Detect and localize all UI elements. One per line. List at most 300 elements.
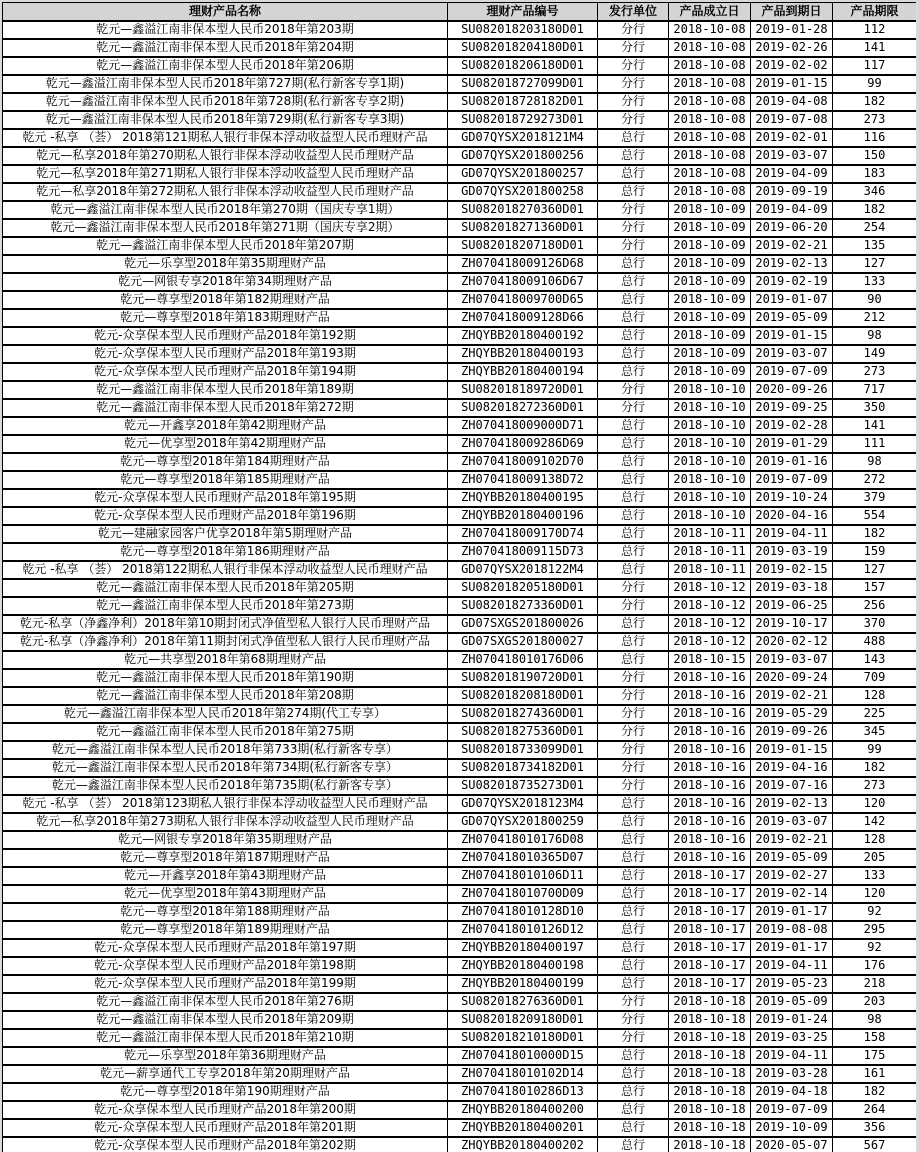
- cell-term-days[interactable]: 554: [833, 507, 917, 525]
- column-header-term-days[interactable]: 产品期限: [833, 3, 917, 21]
- cell-issuing-unit[interactable]: 总行: [598, 417, 669, 435]
- cell-product-code[interactable]: ZH070418010126D12: [448, 921, 598, 939]
- cell-product-name[interactable]: 乾元—尊享型2018年第186期理财产品: [3, 543, 448, 561]
- cell-issuing-unit[interactable]: 分行: [598, 597, 669, 615]
- cell-term-days[interactable]: 142: [833, 813, 917, 831]
- cell-start-date[interactable]: 2018-10-08: [669, 21, 751, 39]
- cell-issuing-unit[interactable]: 分行: [598, 723, 669, 741]
- cell-issuing-unit[interactable]: 分行: [598, 669, 669, 687]
- cell-product-name[interactable]: 乾元—网银专享2018年第35期理财产品: [3, 831, 448, 849]
- cell-product-code[interactable]: SU082018206180D01: [448, 57, 598, 75]
- cell-issuing-unit[interactable]: 总行: [598, 795, 669, 813]
- cell-start-date[interactable]: 2018-10-08: [669, 39, 751, 57]
- cell-issuing-unit[interactable]: 总行: [598, 489, 669, 507]
- cell-product-name[interactable]: 乾元—开鑫享2018年第42期理财产品: [3, 417, 448, 435]
- cell-issuing-unit[interactable]: 总行: [598, 813, 669, 831]
- cell-product-name[interactable]: 乾元—鑫溢江南非保本型人民币2018年第276期: [3, 993, 448, 1011]
- cell-maturity-date[interactable]: 2019-05-29: [751, 705, 833, 723]
- cell-start-date[interactable]: 2018-10-08: [669, 93, 751, 111]
- cell-maturity-date[interactable]: 2019-08-08: [751, 921, 833, 939]
- cell-start-date[interactable]: 2018-10-10: [669, 507, 751, 525]
- cell-product-name[interactable]: 乾元—鑫溢江南非保本型人民币2018年第729期(私行新客专享3期): [3, 111, 448, 129]
- cell-issuing-unit[interactable]: 总行: [598, 1137, 669, 1152]
- cell-product-name[interactable]: 乾元—鑫溢江南非保本型人民币2018年第205期: [3, 579, 448, 597]
- cell-maturity-date[interactable]: 2019-02-14: [751, 885, 833, 903]
- cell-product-code[interactable]: SU082018729273D01: [448, 111, 598, 129]
- cell-term-days[interactable]: 254: [833, 219, 917, 237]
- cell-issuing-unit[interactable]: 总行: [598, 129, 669, 147]
- cell-term-days[interactable]: 183: [833, 165, 917, 183]
- cell-product-code[interactable]: ZHQYBB20180400192: [448, 327, 598, 345]
- cell-issuing-unit[interactable]: 分行: [598, 705, 669, 723]
- cell-issuing-unit[interactable]: 分行: [598, 39, 669, 57]
- cell-term-days[interactable]: 127: [833, 561, 917, 579]
- cell-issuing-unit[interactable]: 总行: [598, 885, 669, 903]
- cell-issuing-unit[interactable]: 总行: [598, 831, 669, 849]
- cell-term-days[interactable]: 120: [833, 885, 917, 903]
- cell-product-name[interactable]: 乾元 -私享 （荟） 2018第122期私人银行非保本浮动收益型人民币理财产品: [3, 561, 448, 579]
- cell-product-name[interactable]: 乾元—建融家园客户优享2018年第5期理财产品: [3, 525, 448, 543]
- cell-product-name[interactable]: 乾元—私享2018年第272期私人银行非保本浮动收益型人民币理财产品: [3, 183, 448, 201]
- cell-product-name[interactable]: 乾元—鑫溢江南非保本型人民币2018年第208期: [3, 687, 448, 705]
- cell-product-name[interactable]: 乾元—尊享型2018年第184期理财产品: [3, 453, 448, 471]
- cell-term-days[interactable]: 272: [833, 471, 917, 489]
- cell-maturity-date[interactable]: 2019-01-17: [751, 903, 833, 921]
- cell-term-days[interactable]: 273: [833, 777, 917, 795]
- cell-term-days[interactable]: 98: [833, 327, 917, 345]
- cell-maturity-date[interactable]: 2019-07-09: [751, 363, 833, 381]
- cell-product-code[interactable]: GD07QYSX2018123M4: [448, 795, 598, 813]
- cell-term-days[interactable]: 205: [833, 849, 917, 867]
- column-header-start-date[interactable]: 产品成立日: [669, 3, 751, 21]
- column-header-product-name[interactable]: 理财产品名称: [3, 3, 448, 21]
- cell-product-name[interactable]: 乾元—鑫溢江南非保本型人民币2018年第204期: [3, 39, 448, 57]
- cell-product-code[interactable]: ZH070418009700D65: [448, 291, 598, 309]
- cell-term-days[interactable]: 135: [833, 237, 917, 255]
- cell-product-name[interactable]: 乾元—私享2018年第273期私人银行非保本浮动收益型人民币理财产品: [3, 813, 448, 831]
- cell-product-name[interactable]: 乾元-众享保本型人民币理财产品2018年第193期: [3, 345, 448, 363]
- cell-product-code[interactable]: ZH070418009106D67: [448, 273, 598, 291]
- cell-issuing-unit[interactable]: 分行: [598, 93, 669, 111]
- cell-product-code[interactable]: ZH070418010365D07: [448, 849, 598, 867]
- cell-issuing-unit[interactable]: 分行: [598, 111, 669, 129]
- cell-issuing-unit[interactable]: 总行: [598, 1083, 669, 1101]
- cell-product-code[interactable]: ZH070418009102D70: [448, 453, 598, 471]
- cell-product-name[interactable]: 乾元—鑫溢江南非保本型人民币2018年第735期(私行新客专享）: [3, 777, 448, 795]
- cell-product-code[interactable]: ZHQYBB20180400201: [448, 1119, 598, 1137]
- cell-term-days[interactable]: 370: [833, 615, 917, 633]
- cell-term-days[interactable]: 567: [833, 1137, 917, 1152]
- cell-term-days[interactable]: 111: [833, 435, 917, 453]
- cell-product-name[interactable]: 乾元—乐享型2018年第35期理财产品: [3, 255, 448, 273]
- cell-start-date[interactable]: 2018-10-08: [669, 183, 751, 201]
- cell-maturity-date[interactable]: 2019-04-09: [751, 201, 833, 219]
- cell-start-date[interactable]: 2018-10-17: [669, 939, 751, 957]
- cell-product-name[interactable]: 乾元—尊享型2018年第182期理财产品: [3, 291, 448, 309]
- cell-issuing-unit[interactable]: 总行: [598, 1047, 669, 1065]
- cell-product-code[interactable]: ZHQYBB20180400202: [448, 1137, 598, 1152]
- cell-maturity-date[interactable]: 2019-04-16: [751, 759, 833, 777]
- cell-maturity-date[interactable]: 2019-06-20: [751, 219, 833, 237]
- cell-term-days[interactable]: 133: [833, 867, 917, 885]
- cell-product-name[interactable]: 乾元—网银专享2018年第34期理财产品: [3, 273, 448, 291]
- cell-product-code[interactable]: GD07QYSX2018122M4: [448, 561, 598, 579]
- cell-product-code[interactable]: GD07QYSX2018121M4: [448, 129, 598, 147]
- cell-start-date[interactable]: 2018-10-17: [669, 957, 751, 975]
- cell-term-days[interactable]: 203: [833, 993, 917, 1011]
- cell-product-code[interactable]: SU082018271360D01: [448, 219, 598, 237]
- cell-maturity-date[interactable]: 2019-01-29: [751, 435, 833, 453]
- cell-product-code[interactable]: ZHQYBB20180400199: [448, 975, 598, 993]
- cell-term-days[interactable]: 143: [833, 651, 917, 669]
- cell-start-date[interactable]: 2018-10-10: [669, 471, 751, 489]
- cell-product-code[interactable]: GD07QYSX201800258: [448, 183, 598, 201]
- cell-maturity-date[interactable]: 2019-05-23: [751, 975, 833, 993]
- cell-start-date[interactable]: 2018-10-18: [669, 1119, 751, 1137]
- cell-issuing-unit[interactable]: 总行: [598, 903, 669, 921]
- cell-maturity-date[interactable]: 2019-03-19: [751, 543, 833, 561]
- cell-product-code[interactable]: ZH070418010176D08: [448, 831, 598, 849]
- cell-term-days[interactable]: 176: [833, 957, 917, 975]
- cell-issuing-unit[interactable]: 分行: [598, 219, 669, 237]
- cell-maturity-date[interactable]: 2019-04-09: [751, 165, 833, 183]
- cell-term-days[interactable]: 149: [833, 345, 917, 363]
- cell-product-name[interactable]: 乾元—优享型2018年第42期理财产品: [3, 435, 448, 453]
- cell-product-name[interactable]: 乾元—鑫溢江南非保本型人民币2018年第274期(代工专享）: [3, 705, 448, 723]
- cell-product-code[interactable]: ZHQYBB20180400198: [448, 957, 598, 975]
- cell-maturity-date[interactable]: 2019-05-09: [751, 993, 833, 1011]
- cell-start-date[interactable]: 2018-10-16: [669, 795, 751, 813]
- cell-issuing-unit[interactable]: 总行: [598, 849, 669, 867]
- cell-maturity-date[interactable]: 2019-09-26: [751, 723, 833, 741]
- cell-term-days[interactable]: 175: [833, 1047, 917, 1065]
- cell-maturity-date[interactable]: 2019-07-09: [751, 1101, 833, 1119]
- cell-product-code[interactable]: SU082018275360D01: [448, 723, 598, 741]
- cell-product-code[interactable]: ZHQYBB20180400195: [448, 489, 598, 507]
- cell-product-name[interactable]: 乾元—鑫溢江南非保本型人民币2018年第203期: [3, 21, 448, 39]
- cell-product-name[interactable]: 乾元-众享保本型人民币理财产品2018年第195期: [3, 489, 448, 507]
- cell-start-date[interactable]: 2018-10-18: [669, 1065, 751, 1083]
- cell-start-date[interactable]: 2018-10-10: [669, 381, 751, 399]
- cell-start-date[interactable]: 2018-10-09: [669, 309, 751, 327]
- cell-product-name[interactable]: 乾元—鑫溢江南非保本型人民币2018年第210期: [3, 1029, 448, 1047]
- cell-issuing-unit[interactable]: 总行: [598, 525, 669, 543]
- cell-maturity-date[interactable]: 2020-09-26: [751, 381, 833, 399]
- cell-term-days[interactable]: 256: [833, 597, 917, 615]
- cell-product-code[interactable]: SU082018733099D01: [448, 741, 598, 759]
- cell-product-name[interactable]: 乾元—鑫溢江南非保本型人民币2018年第275期: [3, 723, 448, 741]
- cell-issuing-unit[interactable]: 总行: [598, 363, 669, 381]
- cell-product-name[interactable]: 乾元—鑫溢江南非保本型人民币2018年第189期: [3, 381, 448, 399]
- cell-product-name[interactable]: 乾元—尊享型2018年第183期理财产品: [3, 309, 448, 327]
- cell-start-date[interactable]: 2018-10-08: [669, 165, 751, 183]
- cell-product-name[interactable]: 乾元—鑫溢江南非保本型人民币2018年第270期（国庆专享1期）: [3, 201, 448, 219]
- cell-product-name[interactable]: 乾元—乐享型2018年第36期理财产品: [3, 1047, 448, 1065]
- cell-start-date[interactable]: 2018-10-08: [669, 129, 751, 147]
- cell-product-code[interactable]: SU082018210180D01: [448, 1029, 598, 1047]
- cell-maturity-date[interactable]: 2019-01-15: [751, 741, 833, 759]
- cell-issuing-unit[interactable]: 总行: [598, 543, 669, 561]
- cell-maturity-date[interactable]: 2019-06-25: [751, 597, 833, 615]
- cell-start-date[interactable]: 2018-10-18: [669, 1101, 751, 1119]
- cell-start-date[interactable]: 2018-10-09: [669, 219, 751, 237]
- cell-product-name[interactable]: 乾元—鑫溢江南非保本型人民币2018年第190期: [3, 669, 448, 687]
- cell-issuing-unit[interactable]: 分行: [598, 777, 669, 795]
- cell-product-name[interactable]: 乾元-众享保本型人民币理财产品2018年第199期: [3, 975, 448, 993]
- cell-issuing-unit[interactable]: 分行: [598, 21, 669, 39]
- cell-product-code[interactable]: SU082018272360D01: [448, 399, 598, 417]
- cell-term-days[interactable]: 98: [833, 453, 917, 471]
- cell-start-date[interactable]: 2018-10-18: [669, 1011, 751, 1029]
- cell-issuing-unit[interactable]: 总行: [598, 309, 669, 327]
- cell-maturity-date[interactable]: 2019-02-01: [751, 129, 833, 147]
- cell-start-date[interactable]: 2018-10-09: [669, 201, 751, 219]
- cell-maturity-date[interactable]: 2019-07-09: [751, 471, 833, 489]
- cell-maturity-date[interactable]: 2019-09-25: [751, 399, 833, 417]
- cell-maturity-date[interactable]: 2019-10-17: [751, 615, 833, 633]
- cell-maturity-date[interactable]: 2019-02-02: [751, 57, 833, 75]
- cell-start-date[interactable]: 2018-10-16: [669, 849, 751, 867]
- cell-term-days[interactable]: 273: [833, 363, 917, 381]
- cell-term-days[interactable]: 141: [833, 417, 917, 435]
- cell-product-name[interactable]: 乾元—优享型2018年第43期理财产品: [3, 885, 448, 903]
- cell-issuing-unit[interactable]: 总行: [598, 165, 669, 183]
- cell-issuing-unit[interactable]: 总行: [598, 147, 669, 165]
- cell-maturity-date[interactable]: 2019-05-09: [751, 849, 833, 867]
- cell-issuing-unit[interactable]: 总行: [598, 867, 669, 885]
- cell-maturity-date[interactable]: 2019-02-13: [751, 255, 833, 273]
- cell-maturity-date[interactable]: 2019-10-24: [751, 489, 833, 507]
- cell-term-days[interactable]: 182: [833, 759, 917, 777]
- cell-maturity-date[interactable]: 2019-04-11: [751, 957, 833, 975]
- cell-product-name[interactable]: 乾元-众享保本型人民币理财产品2018年第201期: [3, 1119, 448, 1137]
- cell-term-days[interactable]: 225: [833, 705, 917, 723]
- cell-term-days[interactable]: 127: [833, 255, 917, 273]
- cell-product-name[interactable]: 乾元—鑫溢江南非保本型人民币2018年第207期: [3, 237, 448, 255]
- cell-product-code[interactable]: ZH070418009170D74: [448, 525, 598, 543]
- cell-product-name[interactable]: 乾元—薪享通代工专享2018年第20期理财产品: [3, 1065, 448, 1083]
- cell-product-code[interactable]: ZH070418010000D15: [448, 1047, 598, 1065]
- cell-maturity-date[interactable]: 2019-03-07: [751, 651, 833, 669]
- cell-term-days[interactable]: 159: [833, 543, 917, 561]
- cell-product-name[interactable]: 乾元-私享（净鑫净利）2018年第11期封闭式净值型私人银行人民币理财产品: [3, 633, 448, 651]
- cell-start-date[interactable]: 2018-10-18: [669, 1137, 751, 1152]
- cell-term-days[interactable]: 112: [833, 21, 917, 39]
- column-header-issuing-unit[interactable]: 发行单位: [598, 3, 669, 21]
- cell-start-date[interactable]: 2018-10-10: [669, 435, 751, 453]
- cell-maturity-date[interactable]: 2019-03-25: [751, 1029, 833, 1047]
- cell-issuing-unit[interactable]: 分行: [598, 75, 669, 93]
- cell-issuing-unit[interactable]: 分行: [598, 201, 669, 219]
- cell-start-date[interactable]: 2018-10-17: [669, 921, 751, 939]
- cell-maturity-date[interactable]: 2019-04-08: [751, 93, 833, 111]
- cell-product-name[interactable]: 乾元—鑫溢江南非保本型人民币2018年第728期(私行新客专享2期): [3, 93, 448, 111]
- cell-issuing-unit[interactable]: 分行: [598, 993, 669, 1011]
- cell-term-days[interactable]: 141: [833, 39, 917, 57]
- cell-maturity-date[interactable]: 2019-05-09: [751, 309, 833, 327]
- cell-term-days[interactable]: 90: [833, 291, 917, 309]
- cell-maturity-date[interactable]: 2019-01-07: [751, 291, 833, 309]
- cell-product-name[interactable]: 乾元—尊享型2018年第188期理财产品: [3, 903, 448, 921]
- cell-maturity-date[interactable]: 2020-04-16: [751, 507, 833, 525]
- cell-term-days[interactable]: 273: [833, 111, 917, 129]
- cell-start-date[interactable]: 2018-10-10: [669, 489, 751, 507]
- cell-product-code[interactable]: ZHQYBB20180400193: [448, 345, 598, 363]
- cell-issuing-unit[interactable]: 总行: [598, 1065, 669, 1083]
- cell-product-code[interactable]: SU082018276360D01: [448, 993, 598, 1011]
- cell-product-code[interactable]: SU082018204180D01: [448, 39, 598, 57]
- cell-term-days[interactable]: 99: [833, 75, 917, 93]
- cell-start-date[interactable]: 2018-10-09: [669, 363, 751, 381]
- cell-product-name[interactable]: 乾元—尊享型2018年第187期理财产品: [3, 849, 448, 867]
- cell-start-date[interactable]: 2018-10-17: [669, 885, 751, 903]
- cell-issuing-unit[interactable]: 总行: [598, 471, 669, 489]
- cell-product-code[interactable]: SU082018203180D01: [448, 21, 598, 39]
- cell-product-name[interactable]: 乾元—鑫溢江南非保本型人民币2018年第271期（国庆专享2期）: [3, 219, 448, 237]
- cell-start-date[interactable]: 2018-10-18: [669, 1029, 751, 1047]
- cell-product-name[interactable]: 乾元—鑫溢江南非保本型人民币2018年第733期(私行新客专享）: [3, 741, 448, 759]
- cell-term-days[interactable]: 99: [833, 741, 917, 759]
- cell-maturity-date[interactable]: 2020-09-24: [751, 669, 833, 687]
- cell-product-code[interactable]: ZH070418009128D66: [448, 309, 598, 327]
- cell-maturity-date[interactable]: 2019-02-21: [751, 831, 833, 849]
- cell-product-name[interactable]: 乾元—共享型2018年第68期理财产品: [3, 651, 448, 669]
- cell-product-code[interactable]: ZH070418009126D68: [448, 255, 598, 273]
- cell-product-name[interactable]: 乾元-众享保本型人民币理财产品2018年第198期: [3, 957, 448, 975]
- cell-maturity-date[interactable]: 2019-04-18: [751, 1083, 833, 1101]
- cell-start-date[interactable]: 2018-10-11: [669, 561, 751, 579]
- cell-term-days[interactable]: 709: [833, 669, 917, 687]
- cell-term-days[interactable]: 379: [833, 489, 917, 507]
- cell-product-name[interactable]: 乾元 -私享 （荟） 2018第123期私人银行非保本浮动收益型人民币理财产品: [3, 795, 448, 813]
- cell-start-date[interactable]: 2018-10-18: [669, 1083, 751, 1101]
- cell-issuing-unit[interactable]: 总行: [598, 561, 669, 579]
- cell-term-days[interactable]: 157: [833, 579, 917, 597]
- cell-maturity-date[interactable]: 2019-03-07: [751, 147, 833, 165]
- cell-product-code[interactable]: ZH070418010102D14: [448, 1065, 598, 1083]
- cell-start-date[interactable]: 2018-10-15: [669, 651, 751, 669]
- cell-product-name[interactable]: 乾元—开鑫享2018年第43期理财产品: [3, 867, 448, 885]
- cell-term-days[interactable]: 350: [833, 399, 917, 417]
- cell-product-name[interactable]: 乾元-众享保本型人民币理财产品2018年第202期: [3, 1137, 448, 1152]
- cell-start-date[interactable]: 2018-10-09: [669, 291, 751, 309]
- cell-maturity-date[interactable]: 2019-02-28: [751, 417, 833, 435]
- cell-product-name[interactable]: 乾元-众享保本型人民币理财产品2018年第194期: [3, 363, 448, 381]
- cell-product-code[interactable]: SU082018734182D01: [448, 759, 598, 777]
- cell-maturity-date[interactable]: 2019-04-11: [751, 525, 833, 543]
- cell-issuing-unit[interactable]: 分行: [598, 1029, 669, 1047]
- cell-issuing-unit[interactable]: 总行: [598, 651, 669, 669]
- cell-issuing-unit[interactable]: 分行: [598, 759, 669, 777]
- cell-maturity-date[interactable]: 2019-01-24: [751, 1011, 833, 1029]
- cell-term-days[interactable]: 212: [833, 309, 917, 327]
- cell-start-date[interactable]: 2018-10-10: [669, 417, 751, 435]
- cell-start-date[interactable]: 2018-10-17: [669, 867, 751, 885]
- cell-issuing-unit[interactable]: 分行: [598, 399, 669, 417]
- cell-start-date[interactable]: 2018-10-16: [669, 813, 751, 831]
- cell-issuing-unit[interactable]: 总行: [598, 183, 669, 201]
- cell-product-name[interactable]: 乾元—鑫溢江南非保本型人民币2018年第206期: [3, 57, 448, 75]
- cell-start-date[interactable]: 2018-10-16: [669, 741, 751, 759]
- cell-product-code[interactable]: ZH070418009115D73: [448, 543, 598, 561]
- cell-product-code[interactable]: GD07SXGS201800027: [448, 633, 598, 651]
- cell-maturity-date[interactable]: 2020-05-07: [751, 1137, 833, 1152]
- cell-term-days[interactable]: 158: [833, 1029, 917, 1047]
- cell-start-date[interactable]: 2018-10-17: [669, 975, 751, 993]
- cell-product-name[interactable]: 乾元—鑫溢江南非保本型人民币2018年第272期: [3, 399, 448, 417]
- cell-product-code[interactable]: ZH070418010128D10: [448, 903, 598, 921]
- cell-term-days[interactable]: 128: [833, 687, 917, 705]
- cell-term-days[interactable]: 218: [833, 975, 917, 993]
- cell-product-name[interactable]: 乾元-众享保本型人民币理财产品2018年第192期: [3, 327, 448, 345]
- cell-issuing-unit[interactable]: 总行: [598, 327, 669, 345]
- cell-start-date[interactable]: 2018-10-11: [669, 525, 751, 543]
- cell-maturity-date[interactable]: 2019-07-16: [751, 777, 833, 795]
- cell-term-days[interactable]: 117: [833, 57, 917, 75]
- cell-product-name[interactable]: 乾元 -私享 （荟） 2018第121期私人银行非保本浮动收益型人民币理财产品: [3, 129, 448, 147]
- cell-product-code[interactable]: SU082018205180D01: [448, 579, 598, 597]
- cell-issuing-unit[interactable]: 总行: [598, 453, 669, 471]
- cell-issuing-unit[interactable]: 总行: [598, 1101, 669, 1119]
- cell-start-date[interactable]: 2018-10-09: [669, 327, 751, 345]
- cell-product-name[interactable]: 乾元—鑫溢江南非保本型人民币2018年第734期(私行新客专享）: [3, 759, 448, 777]
- cell-maturity-date[interactable]: 2019-02-15: [751, 561, 833, 579]
- cell-issuing-unit[interactable]: 总行: [598, 345, 669, 363]
- cell-start-date[interactable]: 2018-10-16: [669, 669, 751, 687]
- cell-start-date[interactable]: 2018-10-16: [669, 759, 751, 777]
- cell-start-date[interactable]: 2018-10-09: [669, 273, 751, 291]
- cell-start-date[interactable]: 2018-10-16: [669, 687, 751, 705]
- cell-issuing-unit[interactable]: 分行: [598, 57, 669, 75]
- cell-maturity-date[interactable]: 2019-01-17: [751, 939, 833, 957]
- cell-maturity-date[interactable]: 2019-01-16: [751, 453, 833, 471]
- cell-maturity-date[interactable]: 2020-02-12: [751, 633, 833, 651]
- cell-product-name[interactable]: 乾元—尊享型2018年第189期理财产品: [3, 921, 448, 939]
- cell-start-date[interactable]: 2018-10-11: [669, 543, 751, 561]
- cell-issuing-unit[interactable]: 总行: [598, 939, 669, 957]
- cell-product-code[interactable]: SU082018274360D01: [448, 705, 598, 723]
- cell-product-code[interactable]: SU082018189720D01: [448, 381, 598, 399]
- cell-maturity-date[interactable]: 2019-10-09: [751, 1119, 833, 1137]
- cell-term-days[interactable]: 116: [833, 129, 917, 147]
- cell-product-code[interactable]: SU082018728182D01: [448, 93, 598, 111]
- cell-start-date[interactable]: 2018-10-16: [669, 705, 751, 723]
- cell-product-name[interactable]: 乾元-众享保本型人民币理财产品2018年第196期: [3, 507, 448, 525]
- cell-term-days[interactable]: 92: [833, 903, 917, 921]
- cell-maturity-date[interactable]: 2019-03-07: [751, 345, 833, 363]
- cell-issuing-unit[interactable]: 总行: [598, 1119, 669, 1137]
- cell-product-name[interactable]: 乾元-众享保本型人民币理财产品2018年第197期: [3, 939, 448, 957]
- cell-issuing-unit[interactable]: 总行: [598, 507, 669, 525]
- cell-product-code[interactable]: ZH070418009286D69: [448, 435, 598, 453]
- cell-issuing-unit[interactable]: 分行: [598, 741, 669, 759]
- cell-start-date[interactable]: 2018-10-12: [669, 597, 751, 615]
- cell-term-days[interactable]: 295: [833, 921, 917, 939]
- cell-term-days[interactable]: 346: [833, 183, 917, 201]
- cell-maturity-date[interactable]: 2019-02-19: [751, 273, 833, 291]
- cell-term-days[interactable]: 356: [833, 1119, 917, 1137]
- cell-start-date[interactable]: 2018-10-16: [669, 831, 751, 849]
- cell-term-days[interactable]: 133: [833, 273, 917, 291]
- cell-product-code[interactable]: SU082018270360D01: [448, 201, 598, 219]
- cell-product-code[interactable]: ZH070418009000D71: [448, 417, 598, 435]
- cell-maturity-date[interactable]: 2019-02-21: [751, 237, 833, 255]
- cell-term-days[interactable]: 128: [833, 831, 917, 849]
- cell-maturity-date[interactable]: 2019-09-19: [751, 183, 833, 201]
- cell-maturity-date[interactable]: 2019-03-07: [751, 813, 833, 831]
- cell-start-date[interactable]: 2018-10-08: [669, 75, 751, 93]
- cell-maturity-date[interactable]: 2019-02-27: [751, 867, 833, 885]
